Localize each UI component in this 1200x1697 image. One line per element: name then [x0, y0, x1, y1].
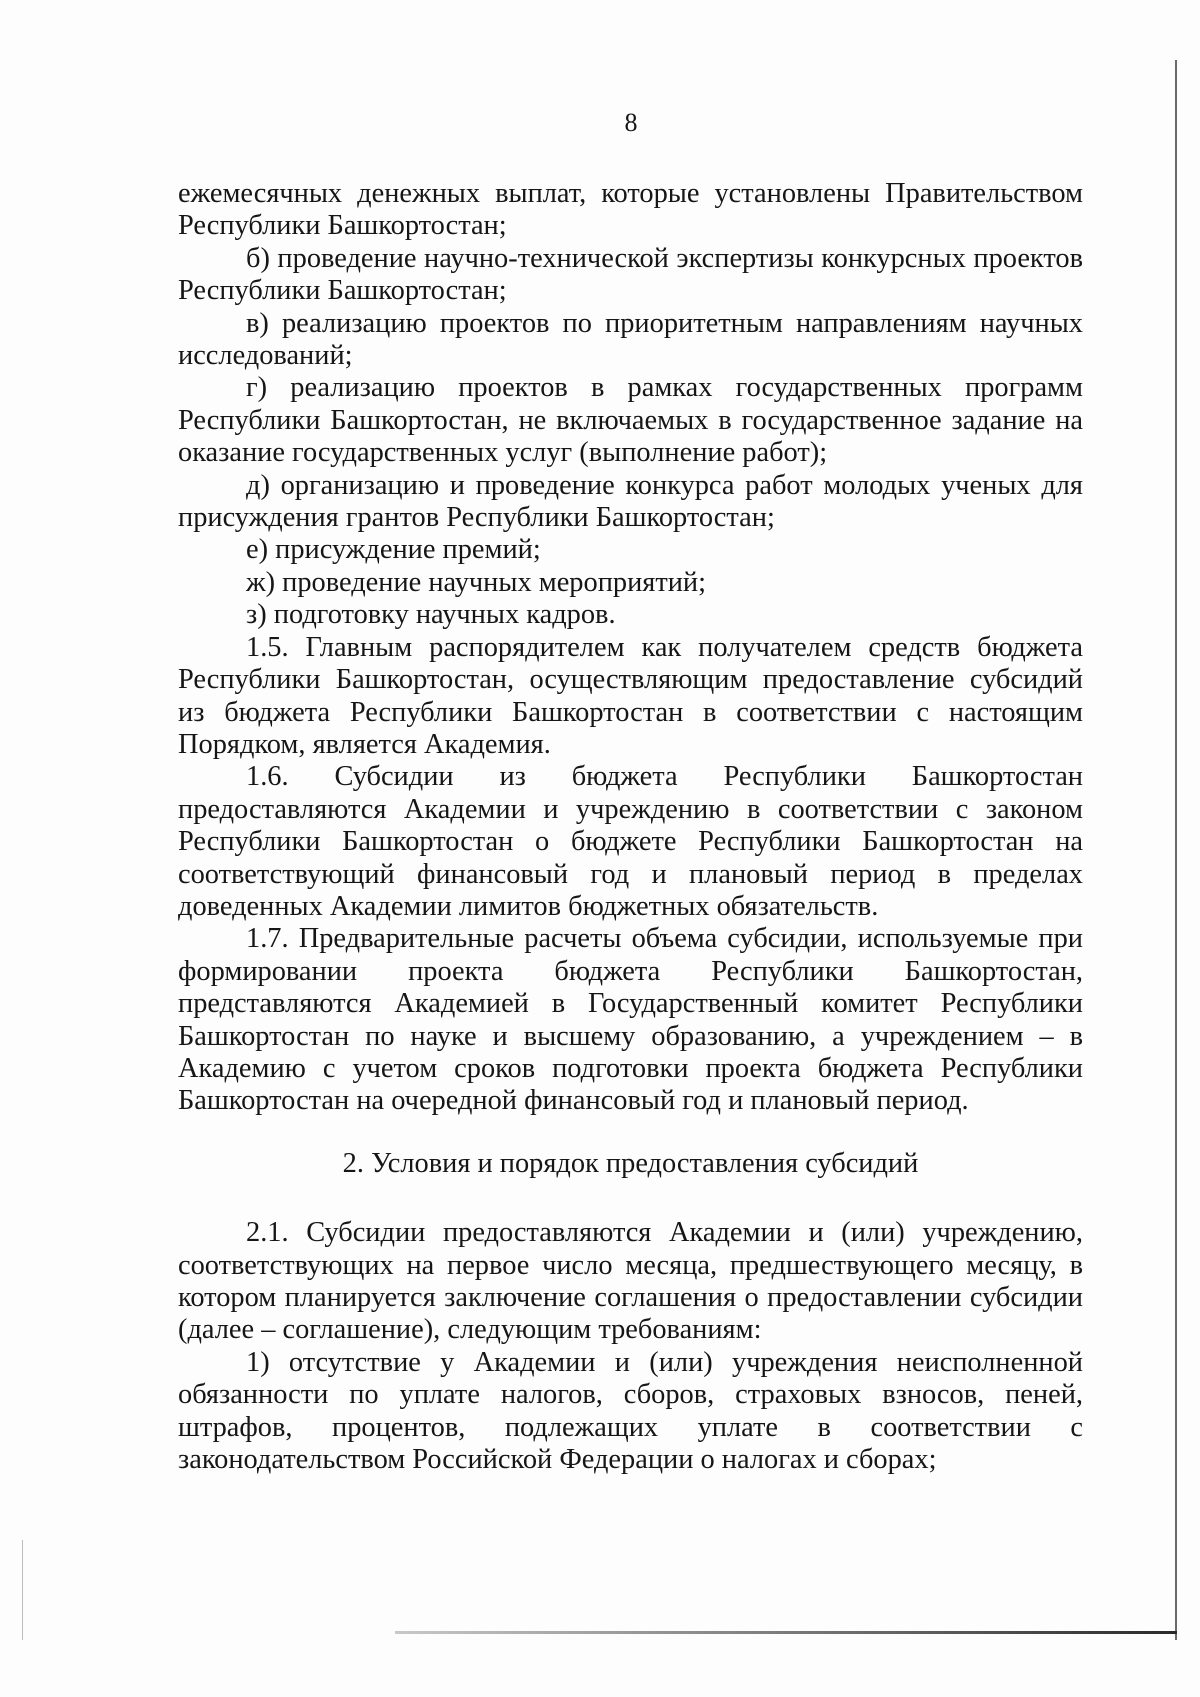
- clause-2-1: 2.1. Субсидии предоставляются Академии и (или) учреждению, соответствующих на первое число месяца, предшествующего месяцу, в котором планируется заключение соглашения о предоставлении субсидии (далее – соглашение), следующим требованиям:: [178, 1217, 1083, 1346]
- list-item-v: в) реализацию проектов по приоритетным направлениям научных исследований;: [178, 307, 1083, 372]
- requirement-1: 1) отсутствие у Академии и (или) учреждения неисполненной обязанности по уплате налогов, сборов, страховых взносов, пеней, штрафов, процентов, подлежащих уплате в соответствии с законодательством Российской Федерации о налогах и сборах;: [178, 1346, 1083, 1476]
- list-item-d: д) организацию и проведение конкурса работ молодых ученых для присуждения грантов Республики Башкортостан;: [178, 469, 1083, 534]
- list-item-b: б) проведение научно-технической экспертизы конкурсных проектов Республики Башкортостан;: [178, 242, 1083, 307]
- page-number: 8: [624, 108, 638, 137]
- paragraph-continuation: ежемесячных денежных выплат, которые установлены Правительством Республики Башкортостан;: [178, 178, 1083, 242]
- scan-right-edge: [1175, 60, 1177, 1640]
- document-body: [178, 178, 1083, 1476]
- list-item-g: г) реализацию проектов в рамках государственных программ Республики Башкортостан, не включаемых в государственное задание на оказание государственных услуг (выполнение работ);: [178, 372, 1083, 469]
- clause-1-6: 1.6. Субсидии из бюджета Республики Башкортостан предоставляются Академии и учреждению в соответствии с законом Республики Башкортостан о бюджете Республики Башкортостан на соответствующий финансовый год и плановый период в пределах доведенных Академии лимитов бюджетных обязательств.: [178, 761, 1083, 922]
- scan-left-edge: [22, 1540, 23, 1640]
- section-heading: 2. Условия и порядок предоставления субсидий: [342, 1147, 919, 1179]
- list-item-z: з) подготовку научных кадров.: [246, 599, 616, 631]
- list-item-zh: ж) проведение научных мероприятий;: [246, 566, 707, 598]
- scan-bottom-line: [395, 1631, 1177, 1634]
- clause-1-5: 1.5. Главным распорядителем как получателем средств бюджета Республики Башкортостан, осуществляющим предоставление субсидий из бюджета Республики Башкортостан в соответствии с настоящим Порядком, является Академия.: [178, 631, 1083, 760]
- list-item-e: е) присуждение премий;: [246, 534, 541, 566]
- clause-1-7: 1.7. Предварительные расчеты объема субсидии, используемые при формировании проекта бюджета Республики Башкортостан, представляются Академией в Государственный комитет Республики Башкортостан по науке и высшему образованию, а учреждением – в Академию с учетом сроков подготовки проекта бюджета Республики Башкортостан на очередной финансовый год и плановый период.: [178, 923, 1083, 1117]
